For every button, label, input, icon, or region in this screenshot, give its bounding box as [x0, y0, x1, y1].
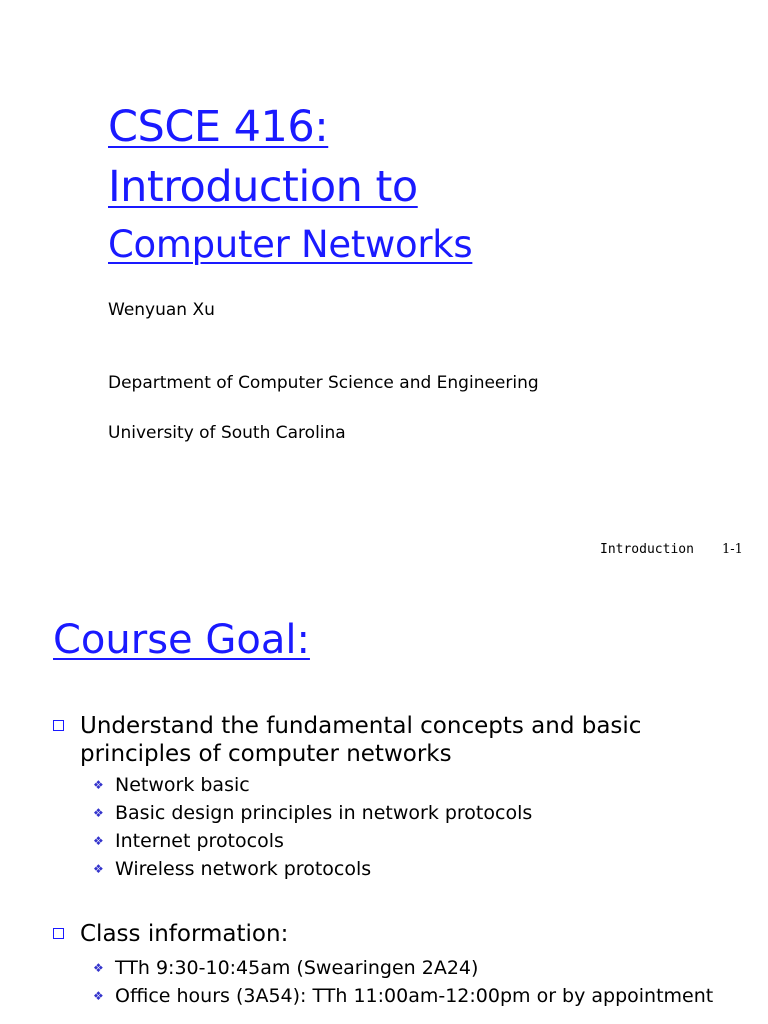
sub-item-text: Network basic: [115, 774, 250, 796]
goal-bullet-text: Understand the fundamental concepts and basic principles of computer networks: [80, 713, 642, 767]
footer-section-label: Introduction: [600, 542, 694, 557]
department-name: Department of Computer Science and Engineering: [108, 373, 539, 393]
sub-list-item: [93, 982, 713, 1010]
slide-title-line-1: CSCE 416:: [108, 102, 329, 152]
sub-item-text: Office hours (3A54): TTh 11:00am-12:00pm or by appointment: [115, 985, 714, 1007]
diamond-cluster-icon: ❖: [93, 806, 104, 820]
sub-item-text: Internet protocols: [115, 830, 284, 852]
class-info-sub-list: [93, 954, 713, 1010]
sub-item-text: Basic design principles in network protocols: [115, 802, 533, 824]
sub-list-item: [93, 771, 532, 799]
class-info-bullet-text: Class information:: [80, 921, 289, 947]
university-name: University of South Carolina: [108, 423, 346, 443]
sub-list-item: [93, 954, 713, 982]
diamond-cluster-icon: ❖: [93, 989, 104, 1003]
sub-item-text: Wireless network protocols: [115, 858, 372, 880]
hollow-square-icon: [53, 720, 64, 731]
footer-page-number: 1-1: [722, 542, 743, 557]
sub-list-item: [93, 799, 532, 827]
diamond-cluster-icon: ❖: [93, 961, 104, 975]
goal-bullet: [53, 712, 753, 768]
class-info-bullet: [53, 920, 753, 948]
course-goal-title: Course Goal:: [53, 617, 310, 663]
diamond-cluster-icon: ❖: [93, 862, 104, 876]
slide-title-line-2: Introduction to: [108, 162, 418, 212]
hollow-square-icon: [53, 928, 64, 939]
sub-list-item: [93, 855, 532, 883]
sub-item-text: TTh 9:30-10:45am (Swearingen 2A24): [115, 957, 479, 979]
diamond-cluster-icon: ❖: [93, 778, 104, 792]
goal-sub-list: [93, 771, 532, 883]
slide-title-line-3: Computer Networks: [108, 223, 473, 266]
course-goal-slide: [0, 590, 768, 1024]
author-name: Wenyuan Xu: [108, 300, 215, 320]
sub-list-item: [93, 827, 532, 855]
diamond-cluster-icon: ❖: [93, 834, 104, 848]
